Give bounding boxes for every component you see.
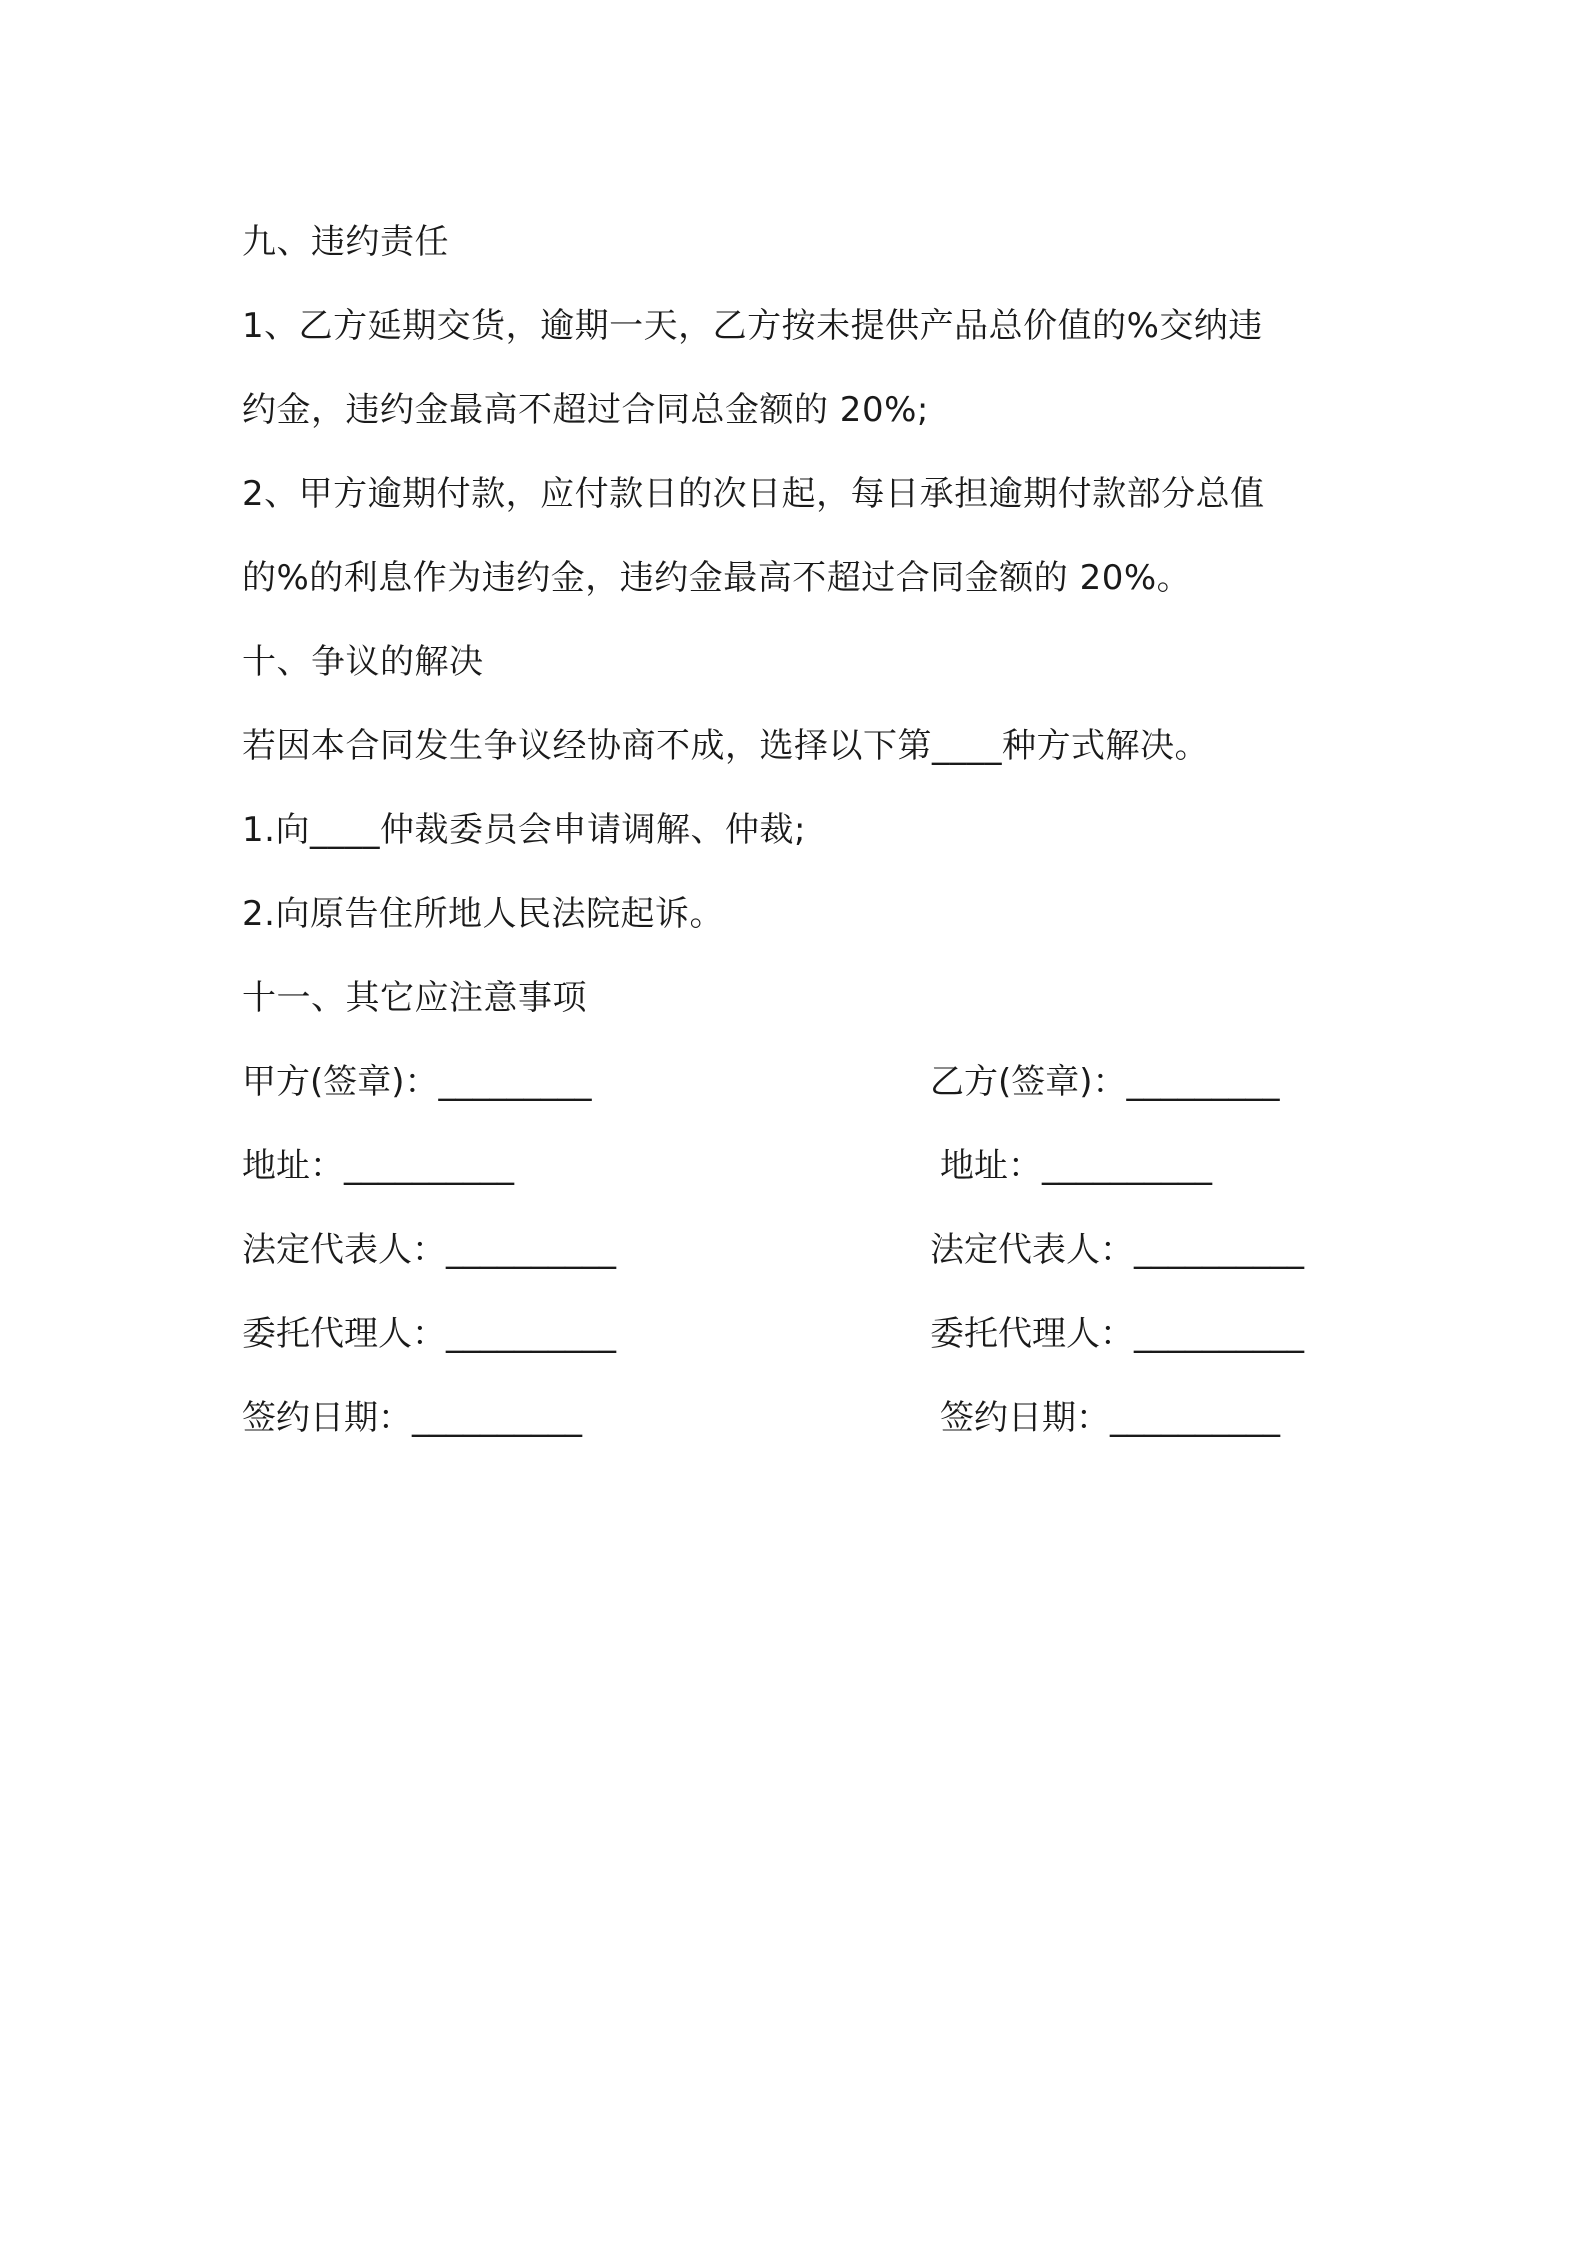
- signature-row-address: [242, 1124, 1352, 1208]
- document-body: [242, 200, 1352, 1460]
- signature-row-seal: [242, 1040, 1352, 1124]
- party-a-address: 地址：__________: [242, 1146, 514, 1186]
- section-9-title: 九、违约责任: [242, 222, 449, 262]
- signature-row-agent: [242, 1292, 1352, 1376]
- party-a-seal: 甲方(签章)：_________: [242, 1062, 592, 1102]
- section-10-option-1: 1.向____仲裁委员会申请调解、仲裁;: [242, 810, 806, 850]
- party-b-address: 地址：__________: [940, 1146, 1212, 1186]
- section-9-item-2-line-2: 的%的利息作为违约金，违约金最高不超过合同金额的 20%。: [242, 558, 1192, 598]
- section-11-title: 十一、其它应注意事项: [242, 978, 587, 1018]
- section-10-option-2: 2.向原告住所地人民法院起诉。: [242, 894, 724, 934]
- party-a-legal-rep: 法定代表人：__________: [242, 1230, 616, 1270]
- section-9-item-1-line-2: 约金，违约金最高不超过合同总金额的 20%;: [242, 390, 929, 430]
- signature-row-legal-rep: [242, 1208, 1352, 1292]
- party-b-legal-rep: 法定代表人：__________: [930, 1230, 1304, 1270]
- section-10-intro: 若因本合同发生争议经协商不成，选择以下第____种方式解决。: [242, 726, 1209, 766]
- party-b-date: 签约日期：__________: [940, 1398, 1280, 1438]
- section-10-title: 十、争议的解决: [242, 642, 484, 682]
- signature-row-date: [242, 1376, 1352, 1460]
- party-b-seal: 乙方(签章)：_________: [930, 1062, 1280, 1102]
- party-a-date: 签约日期：__________: [242, 1398, 582, 1438]
- party-a-agent: 委托代理人：__________: [242, 1314, 616, 1354]
- section-9-item-2-line-1: 2、甲方逾期付款，应付款日的次日起，每日承担逾期付款部分总值: [242, 474, 1265, 514]
- party-b-agent: 委托代理人：__________: [930, 1314, 1304, 1354]
- section-9-item-1-line-1: 1、乙方延期交货，逾期一天，乙方按未提供产品总价值的%交纳违: [242, 306, 1263, 346]
